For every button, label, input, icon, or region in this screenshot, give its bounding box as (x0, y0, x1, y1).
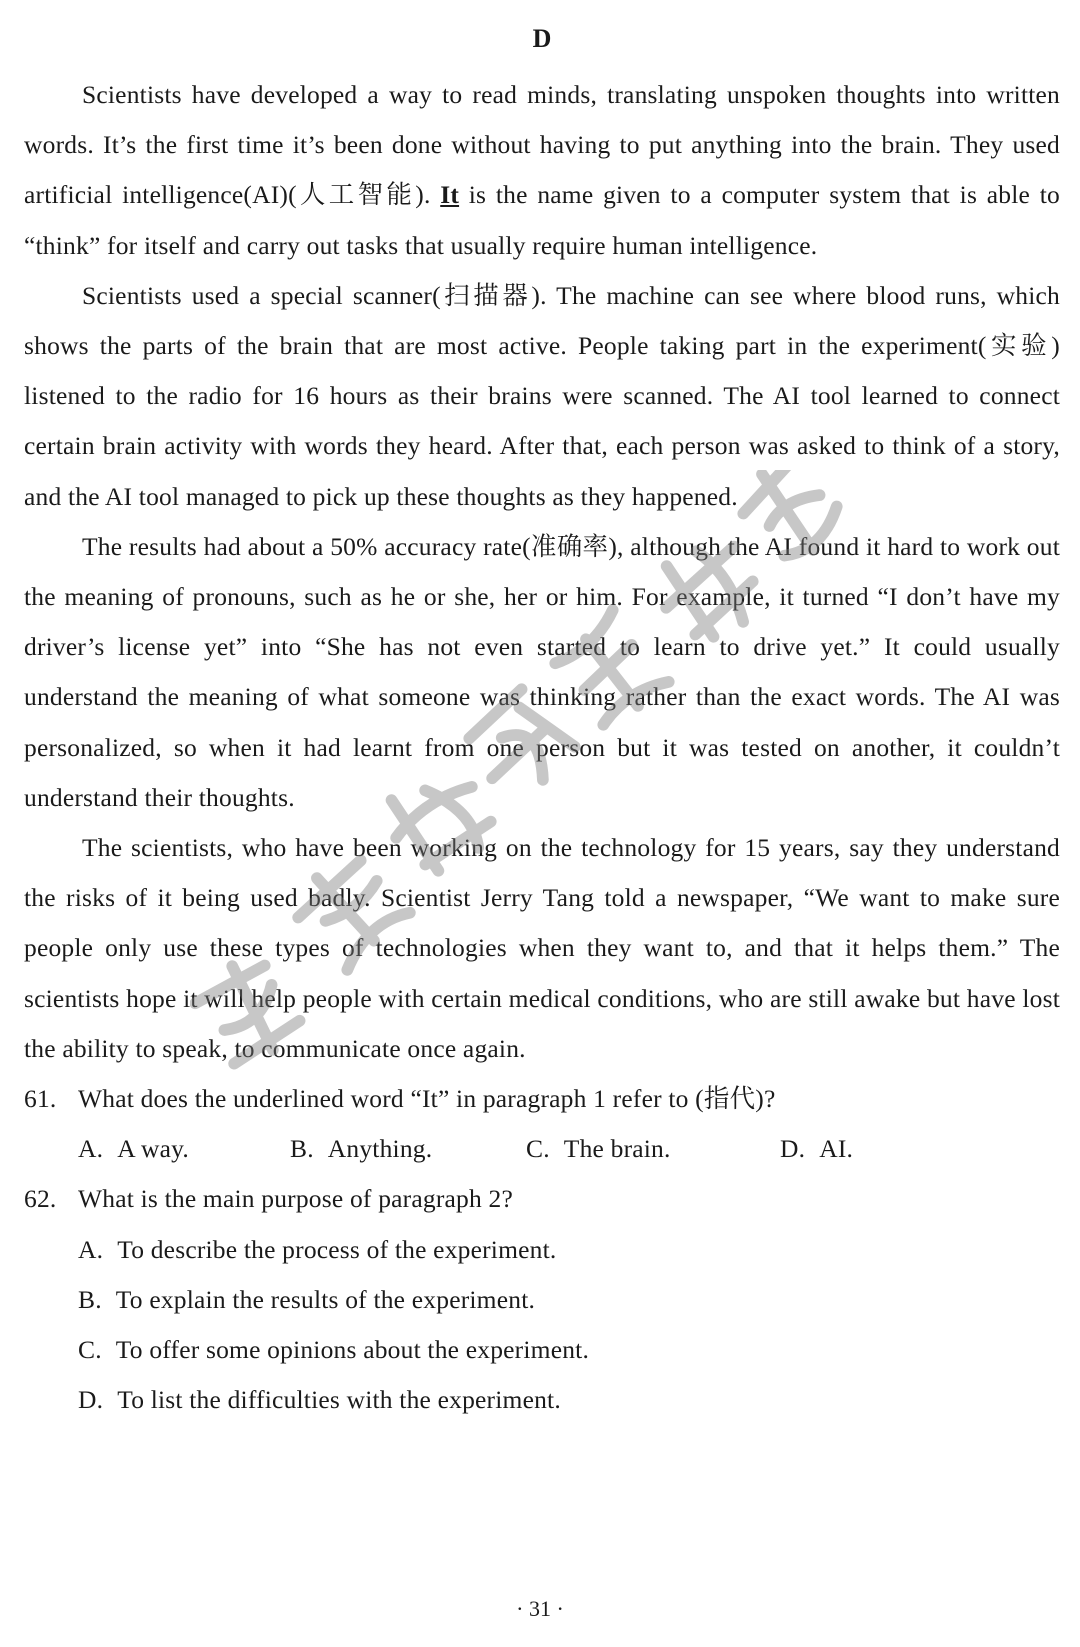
option-d (24, 1375, 1060, 1425)
paragraph-1-after: is the name given to a computer system that is able to “think” for itself and carry out tasks that usually require human intelligence. (24, 180, 1061, 260)
paragraph-1 (24, 70, 1060, 271)
section-title: D (532, 24, 552, 53)
option-c (24, 1325, 1060, 1375)
option-text: Anything. (327, 1134, 433, 1164)
option-b (24, 1275, 1060, 1325)
option-letter: B. (78, 1284, 102, 1314)
option-letter: A. (78, 1234, 104, 1264)
option-letter: B. (290, 1134, 314, 1164)
option-letter: D. (780, 1134, 806, 1164)
option-text: The brain. (563, 1134, 671, 1164)
option-text: To describe the process of the experiment. (117, 1234, 557, 1264)
option-text: AI. (819, 1134, 854, 1164)
option-text: To offer some opinions about the experiment. (115, 1335, 590, 1365)
option-a (24, 1225, 1060, 1275)
paragraph-3: The results had about a 50% accuracy rate(准确率), although the AI found it hard to work out the meaning of pronouns, such as he or she, her or him. For example, it turned “I don’t have my driver’s license yet” into “She has not even started to learn to drive yet.” It could usually understand the meaning of what someone was thinking rather than the exact words. The AI was personalized, so when it had learnt from one person but it was tested on another, it couldn’t understand their thoughts. (24, 531, 1060, 812)
question-text: What does the underlined word “It” in paragraph 1 refer to (指代)? (78, 1084, 776, 1114)
question-text: What is the main purpose of paragraph 2? (78, 1184, 513, 1214)
option-a (78, 1124, 290, 1174)
page-content (24, 20, 1060, 1425)
option-letter: C. (78, 1335, 102, 1365)
question-61-options (24, 1124, 1060, 1174)
option-text: A way. (117, 1134, 189, 1164)
paragraph-4: The scientists, who have been working on the technology for 15 years, say they understand the risks of it being used badly. Scientist Jerry Tang told a newspaper, “We want to make sure people only use these types of technologies when they want to, and that it helps them.” The scientists hope it will help people with certain medical conditions, who are still awake but have lost the ability to speak, to communicate once again. (24, 833, 1060, 1063)
option-text: To list the difficulties with the experiment. (117, 1385, 561, 1415)
option-letter: C. (526, 1134, 550, 1164)
page-number: · 31 · (516, 1596, 564, 1621)
option-letter: D. (78, 1385, 104, 1415)
option-d (780, 1124, 980, 1174)
underlined-word: It (440, 180, 460, 210)
paragraph-2: Scientists used a special scanner(扫描器). The machine can see where blood runs, which shows the parts of the brain that are most active. People taking part in the experiment(实验) listened to the radio for 16 hours as their brains were scanned. The AI tool learned to connect certain brain activity with words they heard. After that, each person was asked to think of a story, and the AI tool managed to pick up these thoughts as they happened. (24, 280, 1060, 511)
question-62 (24, 1174, 1060, 1224)
option-b (290, 1124, 526, 1174)
option-text: To explain the results of the experiment. (115, 1284, 536, 1314)
question-number: 61. (24, 1084, 57, 1114)
question-61 (24, 1074, 1060, 1124)
option-letter: A. (78, 1134, 104, 1164)
option-c (526, 1124, 780, 1174)
paragraph-1-before: Scientists have developed a way to read minds, translating unspoken thoughts into written words. It’s the first time it’s been done without having to put anything into the brain. They used artificial intelligence(AI)(人工智能). (24, 80, 1060, 210)
question-number: 62. (24, 1184, 57, 1214)
